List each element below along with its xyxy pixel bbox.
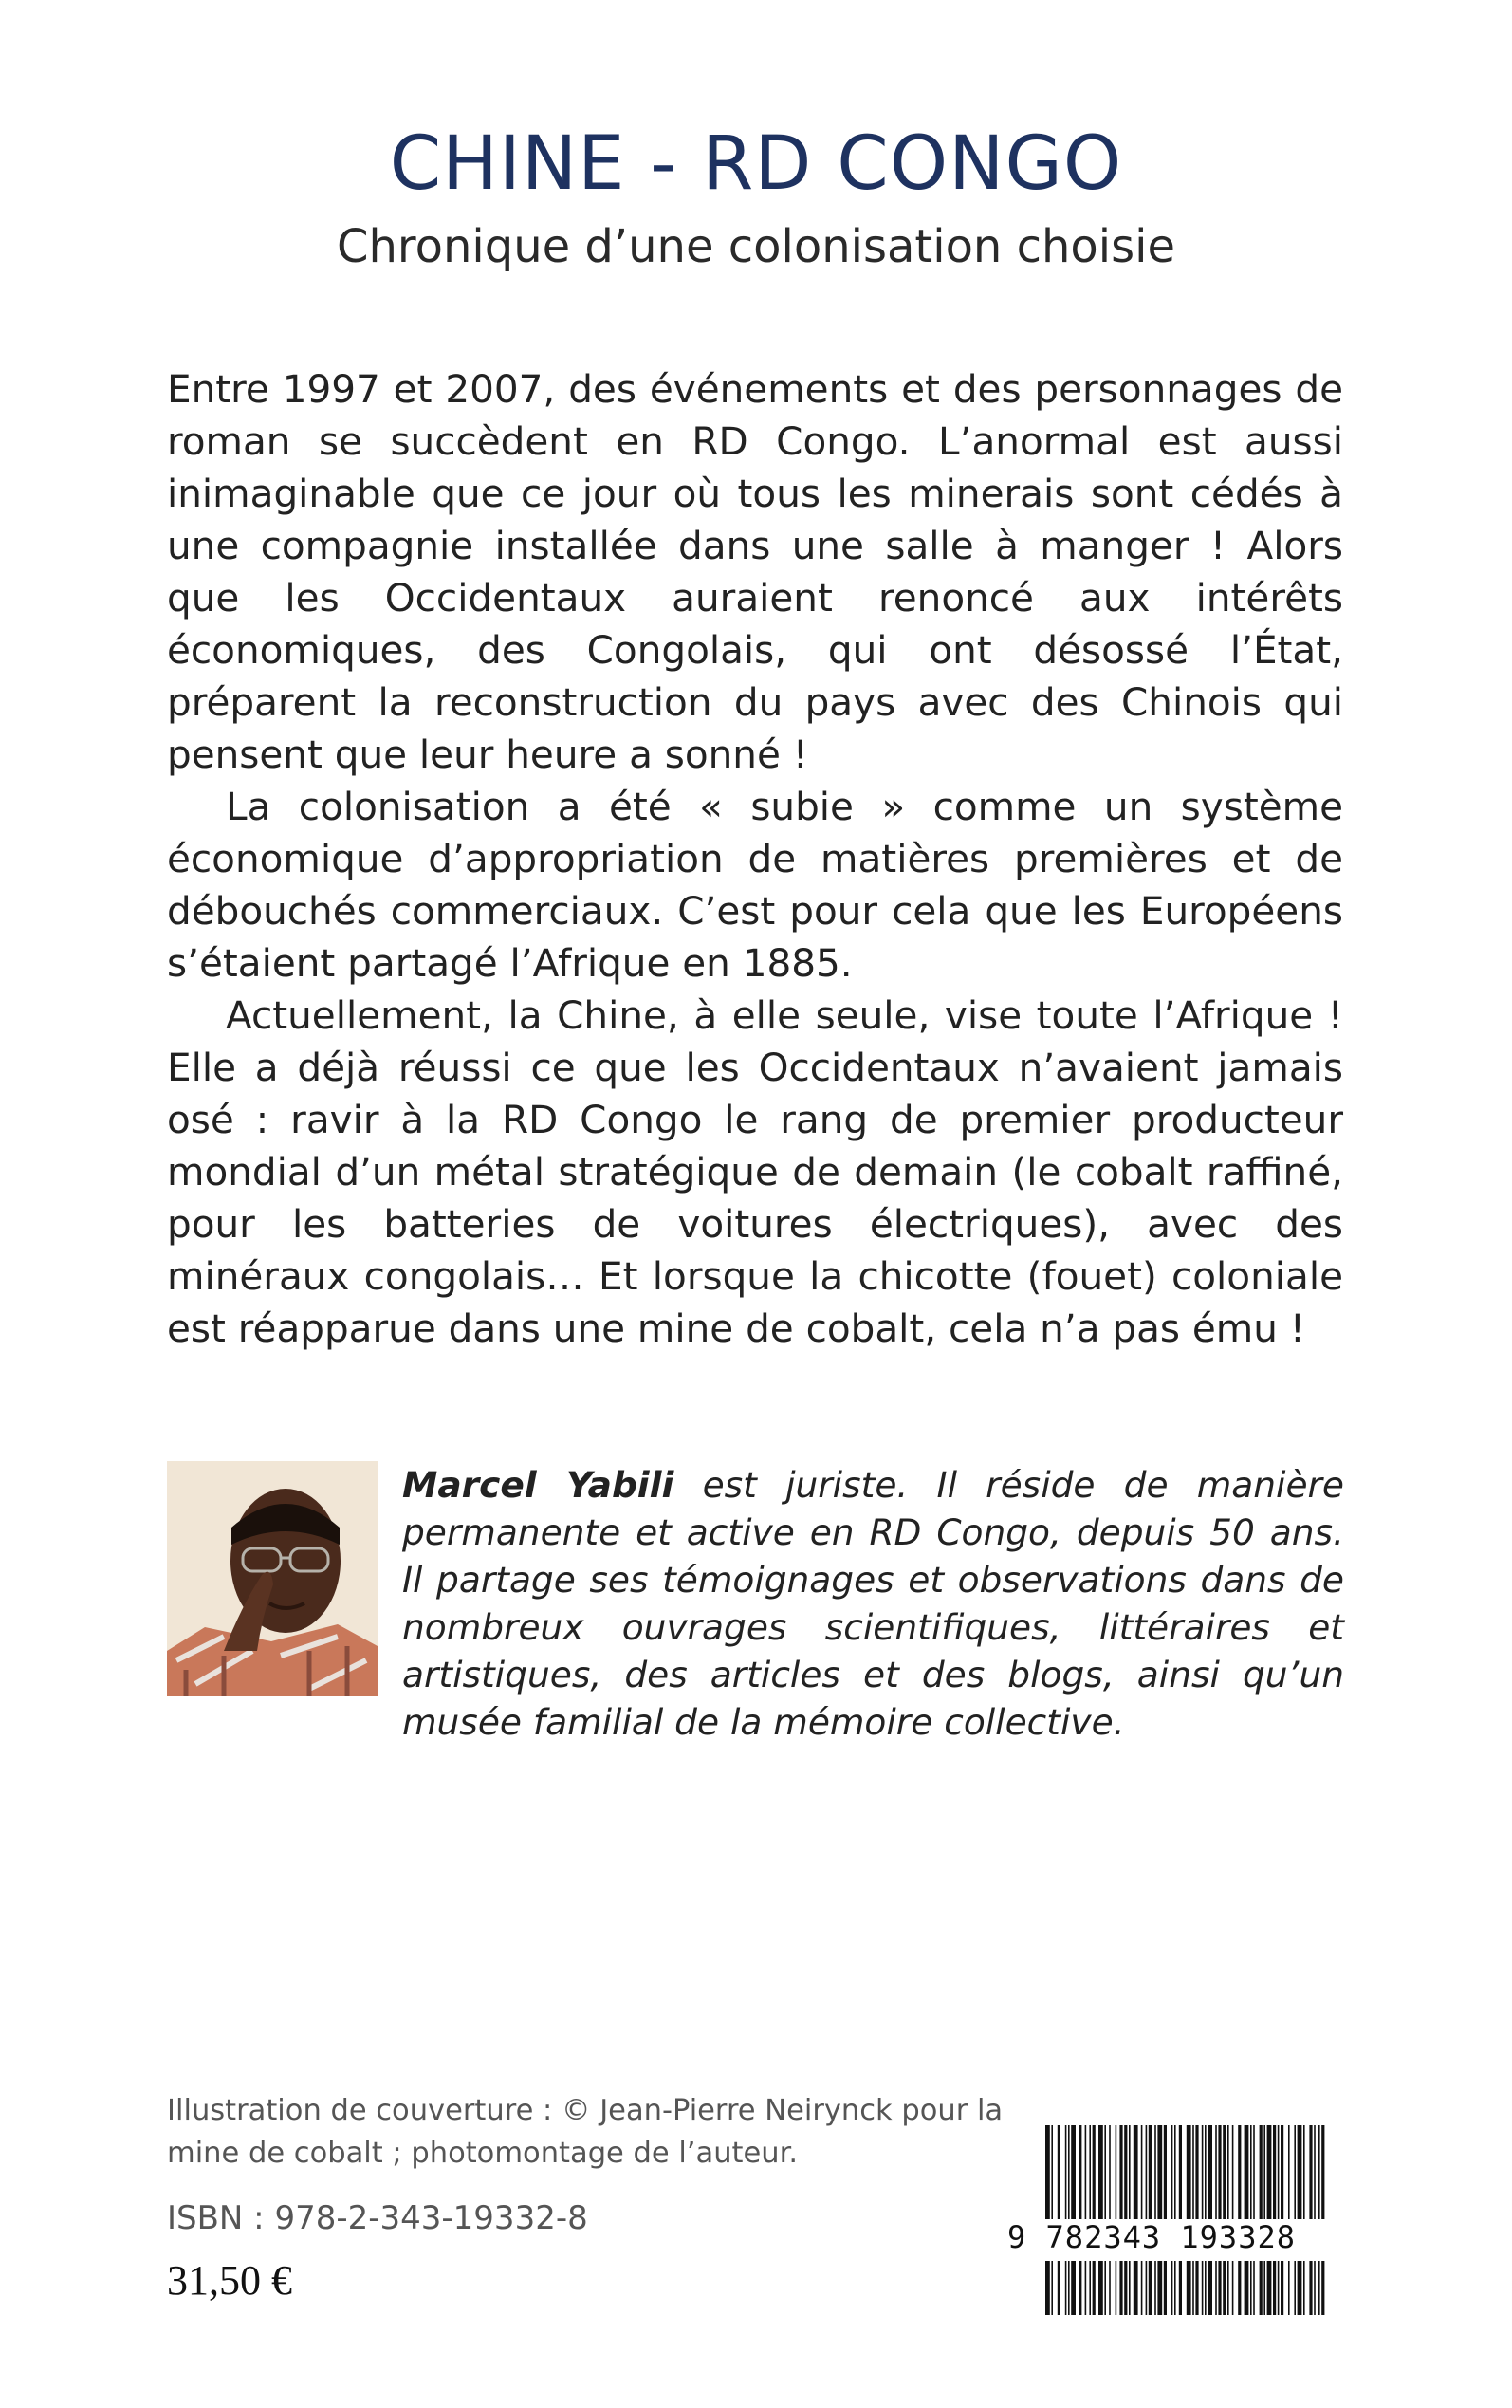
author-name: Marcel Yabili <box>402 1464 674 1506</box>
blurb-paragraph-1: Entre 1997 et 2007, des événements et des personnages de roman se succèdent en RD Congo. L’anormal est aussi inimaginable que ce jour où tous les minerais sont cédés à une compagnie installée dans une salle à manger ! Alors que les Occidentaux auraient renoncé aux intérêts économiques, des Congolais, qui ont désossé l’État, préparent la reconstruction du pays avec des Chinois qui pensent que leur heure a sonné ! <box>167 366 1343 777</box>
blurb-paragraph-2: La colonisation a été « subie » comme un système économique d’appropriation de matières premières et de débouchés commerciaux. C’est pour cela que les Européens s’étaient partagé l’Afrique en 1885. <box>167 784 1343 986</box>
author-photo <box>167 1461 378 1696</box>
book-subtitle: Chronique d’une colonisation choisie <box>336 220 1175 273</box>
cover-credits: Illustration de couverture : © Jean-Pierre Neirynck pour la mine de cobalt ; photomontage de l’auteur. <box>167 2094 1004 2170</box>
author-bio-text: est juriste. Il réside de manière permanente et active en RD Congo, depuis 50 ans. Il partage ses témoignages et observations dans de nombreux ouvrages scientifiques, littéraires et artistiques, des articles et des blogs, ainsi qu’un musée familial de la mémoire collective. <box>402 1464 1344 1743</box>
book-title: CHINE - RD CONGO <box>389 121 1123 207</box>
isbn: ISBN : 978-2-343-19332-8 <box>167 2199 588 2237</box>
back-cover-blurb <box>167 363 1343 1355</box>
author-portrait-icon <box>167 1461 378 1696</box>
barcode-digits: 9 782343 193328 <box>1007 2219 1330 2261</box>
author-bio <box>402 1461 1344 1746</box>
blurb-paragraph-3: Actuellement, la Chine, à elle seule, vise toute l’Afrique ! Elle a déjà réussi ce que les Occidentaux n’avaient jamais osé : ravir à la RD Congo le rang de premier producteur mondial d’un métal stratégique de demain (le cobalt raffiné, pour les batteries de voitures électriques), avec des minéraux congolais… Et lorsque la chicotte (fouet) coloniale est réapparue dans une mine de cobalt, cela n’a pas ému ! <box>167 992 1343 1351</box>
price: 31,50 € <box>167 2257 292 2304</box>
